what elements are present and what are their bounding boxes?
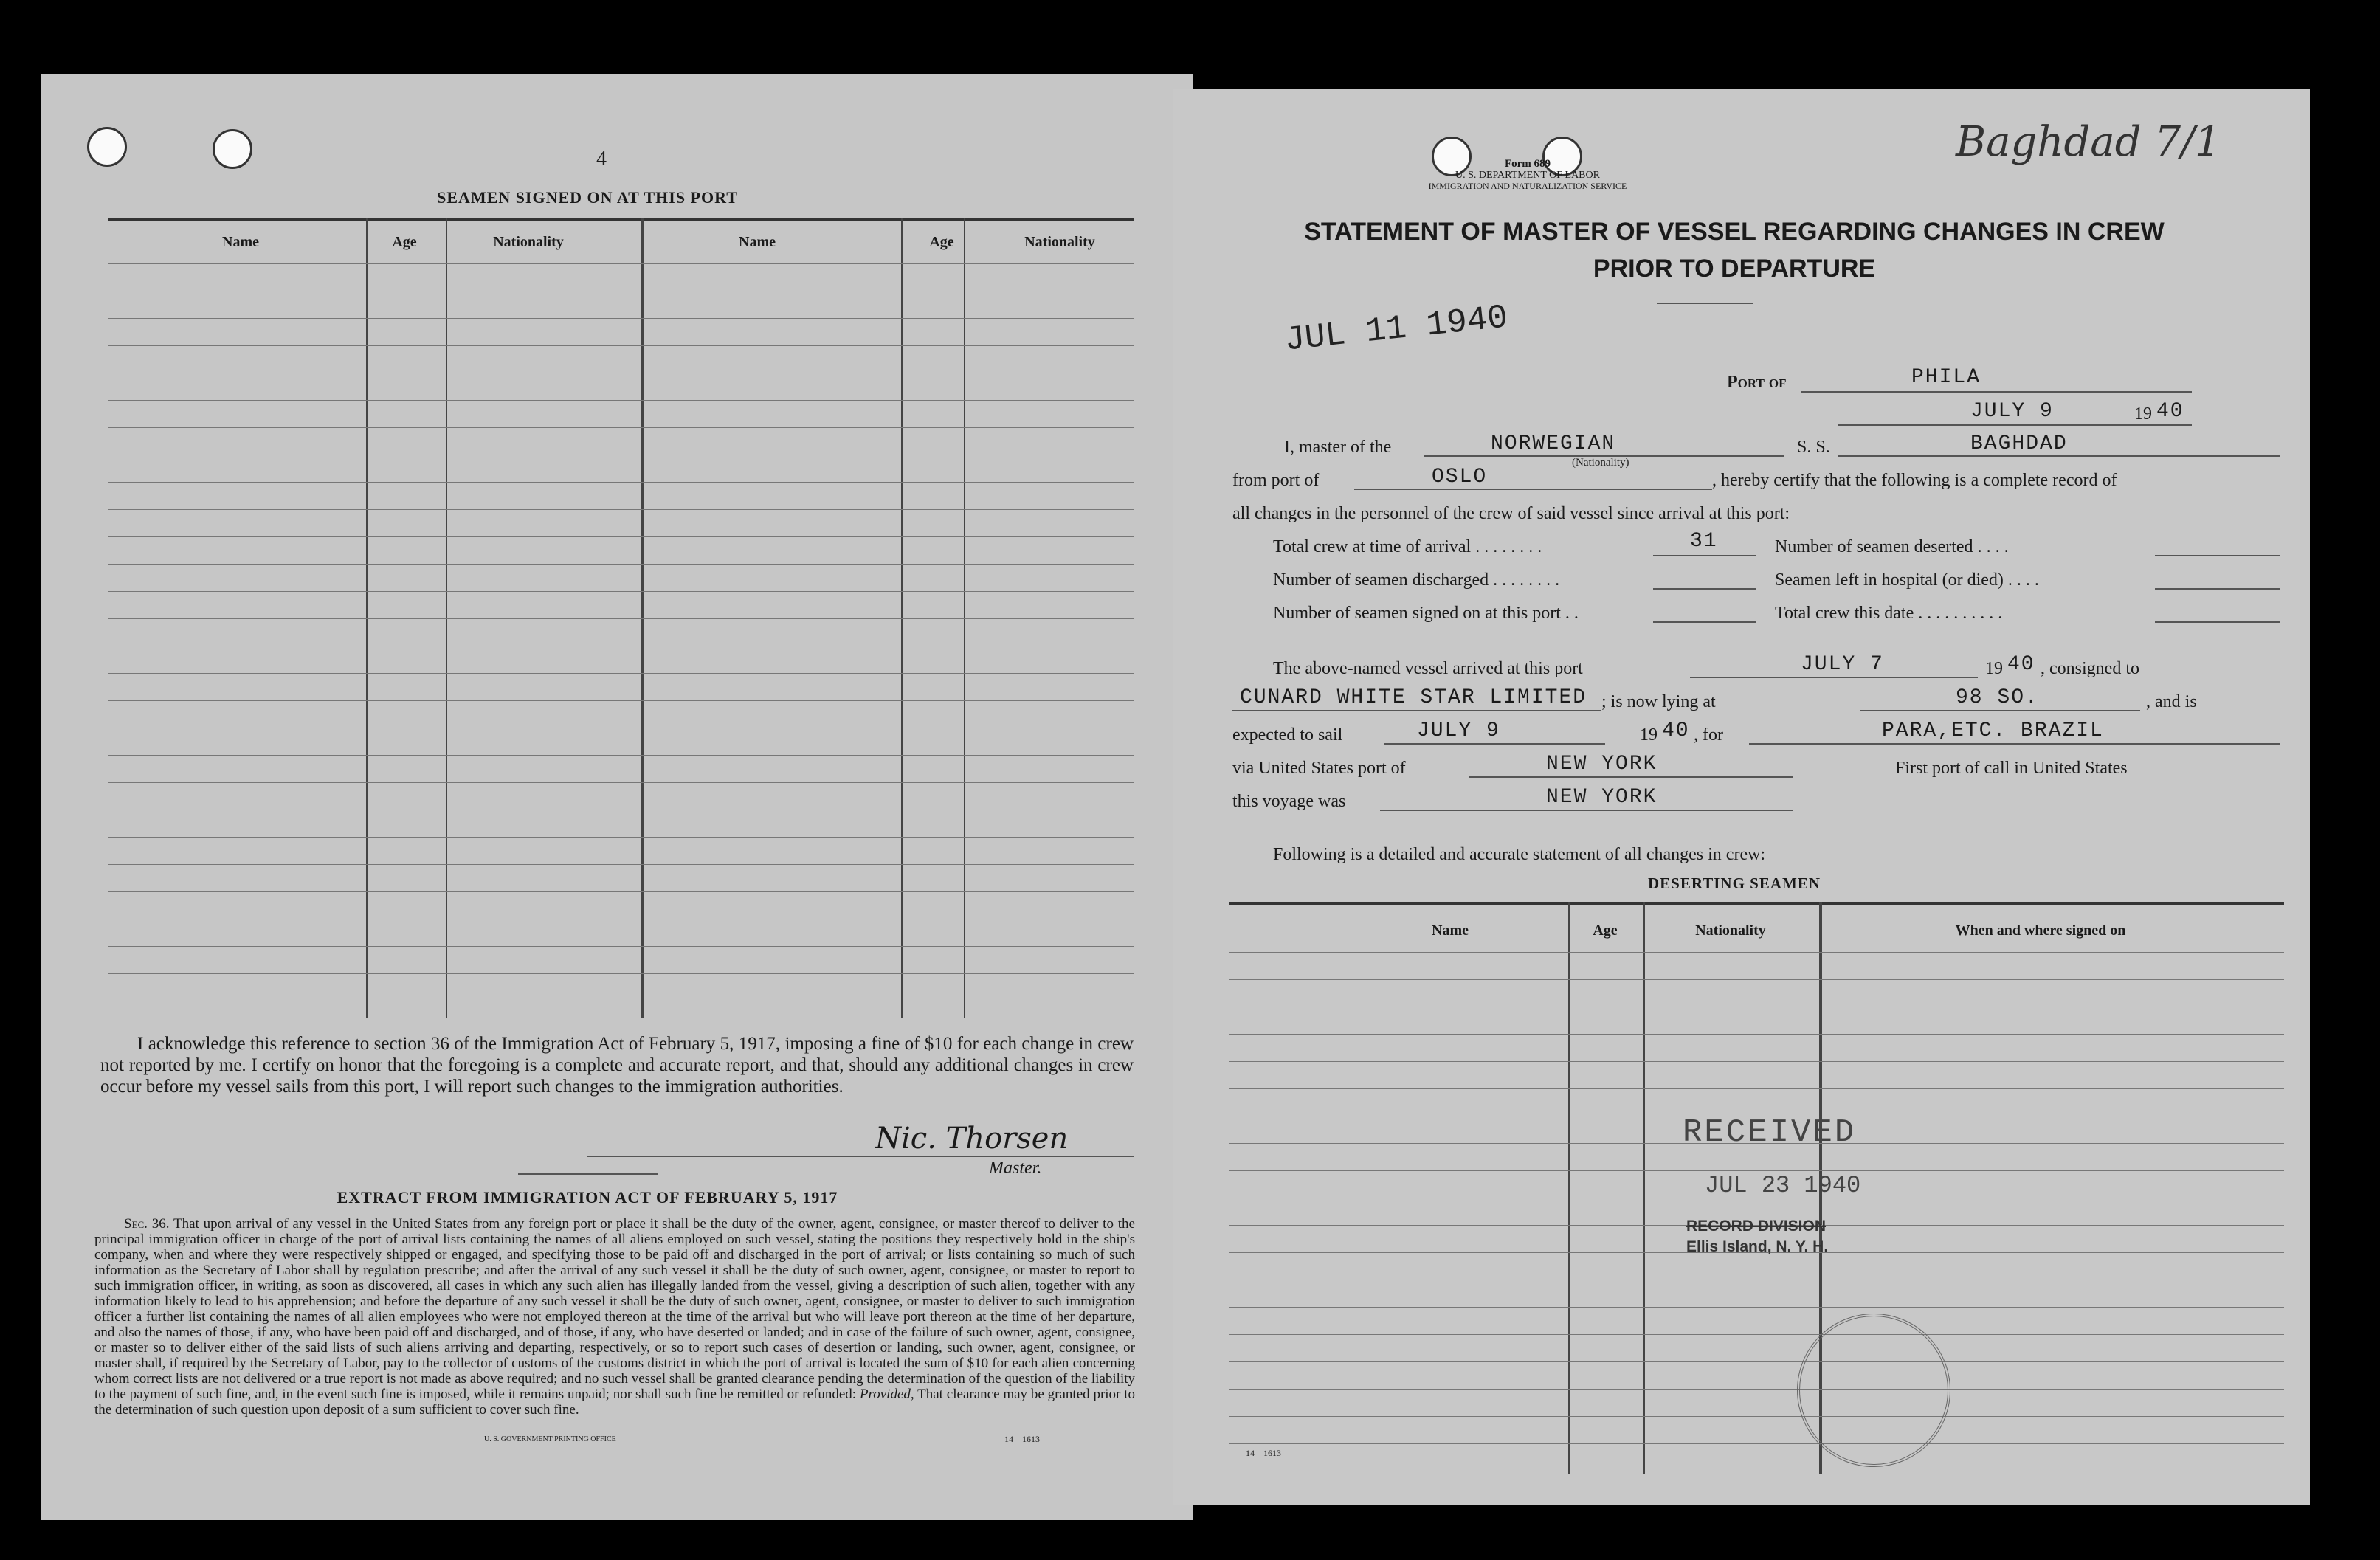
table-row-rule	[108, 400, 1134, 401]
col-divider	[1643, 902, 1645, 1474]
ship-line	[1838, 455, 2280, 457]
total-crew-label: Total crew at time of arrival . . . . . . . .	[1273, 537, 1542, 556]
col-header-when-where: When and where signed on	[1955, 922, 2126, 939]
department: U. S. DEPARTMENT OF LABOR	[1455, 170, 1600, 181]
form-code: 14—1613	[1004, 1434, 1040, 1444]
expected-value: JULY 9	[1417, 719, 1500, 742]
punch-hole	[87, 127, 127, 167]
arrived-year-prefix: 19	[1985, 659, 2003, 678]
received-stamp-date: JUL 23 1940	[1705, 1172, 1861, 1199]
destination-line	[1749, 743, 2280, 745]
table-row-rule	[108, 591, 1134, 592]
col-header-age: Age	[392, 234, 417, 250]
signed-on-line	[1653, 621, 1756, 623]
col-header-name: Name	[1432, 922, 1469, 939]
first-port-label: First port of call in United States	[1895, 759, 2128, 778]
punch-hole	[213, 129, 252, 169]
nationality-value: NORWEGIAN	[1491, 432, 1616, 455]
voyage-line	[1380, 810, 1793, 811]
from-port-value: OSLO	[1432, 466, 1488, 489]
table-row-rule	[1229, 952, 2284, 953]
received-stamp-division: RECORD DIVISION	[1686, 1218, 1827, 1235]
master-label: Master.	[989, 1159, 1042, 1178]
table-title: SEAMEN SIGNED ON AT THIS PORT	[437, 188, 738, 207]
col-header-nationality: Nationality	[1695, 922, 1766, 939]
received-stamp-place: Ellis Island, N. Y. H.	[1686, 1238, 1829, 1255]
certify-text: , hereby certify that the following is a complete record of	[1712, 471, 2117, 490]
date-year-prefix: 19	[2134, 404, 2152, 424]
extract-text	[94, 1216, 1135, 1418]
table-row-rule	[108, 482, 1134, 483]
consignee-line	[1232, 710, 1601, 711]
service: IMMIGRATION AND NATURALIZATION SERVICE	[1428, 181, 1627, 191]
table-row-rule	[1229, 979, 2284, 980]
voyage-value: NEW YORK	[1546, 786, 1658, 809]
seamen-signed-on-table	[108, 218, 1134, 1018]
acknowledgment-text: I acknowledge this reference to section 36 of the Immigration Act of February 5, 1917, imposing a fine of $10 for each change in crew not reported by me. I certify on honor that the foregoing is a complete and accurate report, and that, should any additional changes in crew occur before my vessel sails from this port, I will report such changes to the immigration authorities.	[100, 1034, 1134, 1097]
extract-lead: Sec. 36.	[124, 1216, 170, 1232]
table-row-rule	[108, 318, 1134, 319]
from-port-line	[1354, 489, 1712, 490]
col-header-nationality: Nationality	[493, 234, 564, 250]
page-number: 4	[596, 148, 607, 170]
col-header-age: Age	[929, 234, 954, 250]
nationality-caption: (Nationality)	[1572, 457, 1629, 469]
expected-label: expected to sail	[1232, 725, 1343, 745]
table-row-rule	[108, 891, 1134, 892]
table-row-rule	[108, 427, 1134, 428]
for-label: , for	[1694, 725, 1723, 745]
extract-body: That upon arrival of any vessel in the United States from any foreign port or place it shall be the duty of the owner, agent, consignee, or master thereof to deliver to the principal immigration officer in charge of the port of arrival lists containing the names of all aliens employed on such vessel, stating the positions they respectively hold in the ship's company, when and where they were respectively shipped or engaged, and specifying those to be paid off and discharged in the port of arrival; or lists containing so much of such information as the Secretary of Labor shall by regulation prescribe; and after the arrival of any such vessel it shall be the duty of such owner, agent, consignee, or master to report to such immigration officer, in writing, as soon as discovered, all cases in which any such alien has illegally landed from the vessel, giving a description of such alien, together with any information likely to lead to his apprehension; and before the departure of any such vessel it shall be the duty of such owner, agent, consignee, or master to deliver to such immigration officer a further list containing the names of all alien employees who were not employed thereon at the time of the arrival but who will leave port thereon at the time of her departure, and also the names of those, if any, who have been paid off and discharged, and of those, if any, who have deserted or landed; and in case of the failure of such owner, agent, consignee, or master so to deliver either of the said lists of such aliens arriving and departing, respectively, or so to report such cases of desertion or landing, such owner, agent, consignee, or master shall, if required by the Secretary of Labor, pay to the collector of customs of the customs district in which the port of arrival is located the sum of $10 for each alien concerning whom correct lists are not delivered or a true report is not made as above required; and no such vessel shall be granted clearance pending the determination of the question of the liability to the payment of such fine, and, in the event such fine is imposed, while it remains unpaid; nor shall such fine be remitted or refunded:	[94, 1216, 1135, 1402]
form-subtitle: PRIOR TO DEPARTURE	[1593, 255, 1876, 283]
extract-provided: Provided,	[859, 1387, 914, 1402]
table-top-rule	[1229, 902, 2284, 905]
master-of-label: I, master of the	[1284, 438, 1392, 457]
ss-label: S. S.	[1797, 438, 1830, 457]
voyage-label: this voyage was	[1232, 792, 1346, 811]
form-code: 14—1613	[1246, 1448, 1281, 1458]
table-row-rule	[108, 263, 1134, 264]
signed-on-label: Number of seamen signed on at this port . .	[1273, 604, 1579, 623]
table-row-rule	[108, 946, 1134, 947]
consigned-label: , consigned to	[2041, 659, 2139, 678]
col-header-nationality: Nationality	[1024, 234, 1095, 250]
form-title: STATEMENT OF MASTER OF VESSEL REGARDING CHANGES IN CREW	[1304, 218, 2165, 246]
printer-note: U. S. GOVERNMENT PRINTING OFFICE	[484, 1435, 616, 1443]
table-row-rule	[1229, 1361, 2284, 1362]
table-row-rule	[108, 673, 1134, 674]
total-date-line	[2155, 621, 2280, 623]
table-row-rule	[108, 973, 1134, 974]
arrived-line	[1690, 677, 1978, 678]
table-row-rule	[108, 509, 1134, 510]
lying-label: ; is now lying at	[1601, 692, 1716, 711]
arrived-value: JULY 7	[1801, 653, 1884, 676]
divider-rule	[518, 1173, 658, 1175]
table-row-rule	[1229, 1443, 2284, 1444]
table-row-rule	[108, 700, 1134, 701]
ship-name: BAGHDAD	[1970, 432, 2068, 455]
date-month: JULY 9	[1970, 400, 2054, 423]
extract-title: EXTRACT FROM IMMIGRATION ACT OF FEBRUARY 5, 1917	[337, 1188, 838, 1207]
following-text: Following is a detailed and accurate statement of all changes in crew:	[1273, 845, 1766, 864]
left-page	[41, 74, 1193, 1520]
expected-year-prefix: 19	[1640, 725, 1658, 745]
signature-line	[587, 1156, 1134, 1157]
right-page	[1173, 89, 2310, 1505]
total-crew-value: 31	[1690, 530, 1718, 553]
port-value: PHILA	[1911, 366, 1981, 389]
table-top-rule	[108, 218, 1134, 221]
col-header-age: Age	[1593, 922, 1618, 939]
discharged-line	[1653, 588, 1756, 590]
table-row-rule	[1229, 1034, 2284, 1035]
table-row-rule	[1229, 1307, 2284, 1308]
hospital-label: Seamen left in hospital (or died) . . . .	[1775, 570, 2039, 590]
table-row-rule	[108, 345, 1134, 346]
date-line	[1838, 424, 2192, 426]
table-row-rule	[1229, 1389, 2284, 1390]
extract-tail: That clearance may be granted prior to the determination of such question upon deposit of a sum sufficient to cover such fine.	[94, 1387, 1136, 1418]
table-row-rule	[108, 837, 1134, 838]
col-header-name: Name	[739, 234, 776, 250]
arrived-label: The above-named vessel arrived at this port	[1273, 659, 1583, 678]
table-row-rule	[108, 782, 1134, 783]
total-date-label: Total crew this date . . . . . . . . . .	[1775, 604, 2003, 623]
table-row-rule	[108, 864, 1134, 865]
port-line	[1801, 391, 2192, 393]
table-row-rule	[1229, 1170, 2284, 1171]
form-number: Form 689	[1504, 158, 1551, 170]
table-row-rule	[108, 564, 1134, 565]
deserting-title: DESERTING SEAMEN	[1647, 874, 1821, 892]
arrived-year: 40	[2007, 653, 2035, 676]
table-row-rule	[108, 755, 1134, 756]
lying-line	[1860, 710, 2140, 711]
table-row-rule	[1229, 1334, 2284, 1335]
handwritten-note: Baghdad 7/1	[1956, 118, 2221, 166]
consignee-value: CUNARD WHITE STAR LIMITED	[1240, 686, 1587, 709]
received-stamp-title: RECEIVED	[1683, 1114, 1857, 1151]
hospital-line	[2155, 588, 2280, 590]
date-year: 40	[2156, 400, 2184, 423]
changes-text: all changes in the personnel of the crew of said vessel since arrival at this port:	[1232, 504, 1790, 523]
master-signature: Nic. Thorsen	[875, 1122, 1069, 1156]
table-row-rule	[1229, 1088, 2284, 1089]
expected-year: 40	[1662, 719, 1690, 742]
deserted-label: Number of seamen deserted . . . .	[1775, 537, 2009, 556]
from-port-label: from port of	[1232, 471, 1320, 490]
via-label: via United States port of	[1232, 759, 1406, 778]
expected-line	[1384, 743, 1605, 745]
port-label: Port of	[1727, 373, 1787, 392]
discharged-label: Number of seamen discharged . . . . . . . .	[1273, 570, 1560, 590]
title-rule	[1657, 303, 1753, 304]
table-row-rule	[108, 536, 1134, 537]
table-row-rule	[108, 618, 1134, 619]
col-divider	[1568, 902, 1570, 1474]
destination-value: PARA,ETC. BRAZIL	[1882, 719, 2104, 742]
col-header-name: Name	[222, 234, 259, 250]
and-is-label: , and is	[2146, 692, 2197, 711]
total-crew-line	[1653, 555, 1756, 556]
via-line	[1469, 776, 1793, 778]
table-row-rule	[1229, 1416, 2284, 1417]
deserted-line	[2155, 555, 2280, 556]
date-stamp: JUL 11 1940	[1283, 298, 1510, 360]
via-value: NEW YORK	[1546, 753, 1658, 776]
lying-value: 98 SO.	[1956, 686, 2039, 709]
round-seal-stamp	[1797, 1314, 1950, 1467]
table-row-rule	[1229, 1061, 2284, 1062]
